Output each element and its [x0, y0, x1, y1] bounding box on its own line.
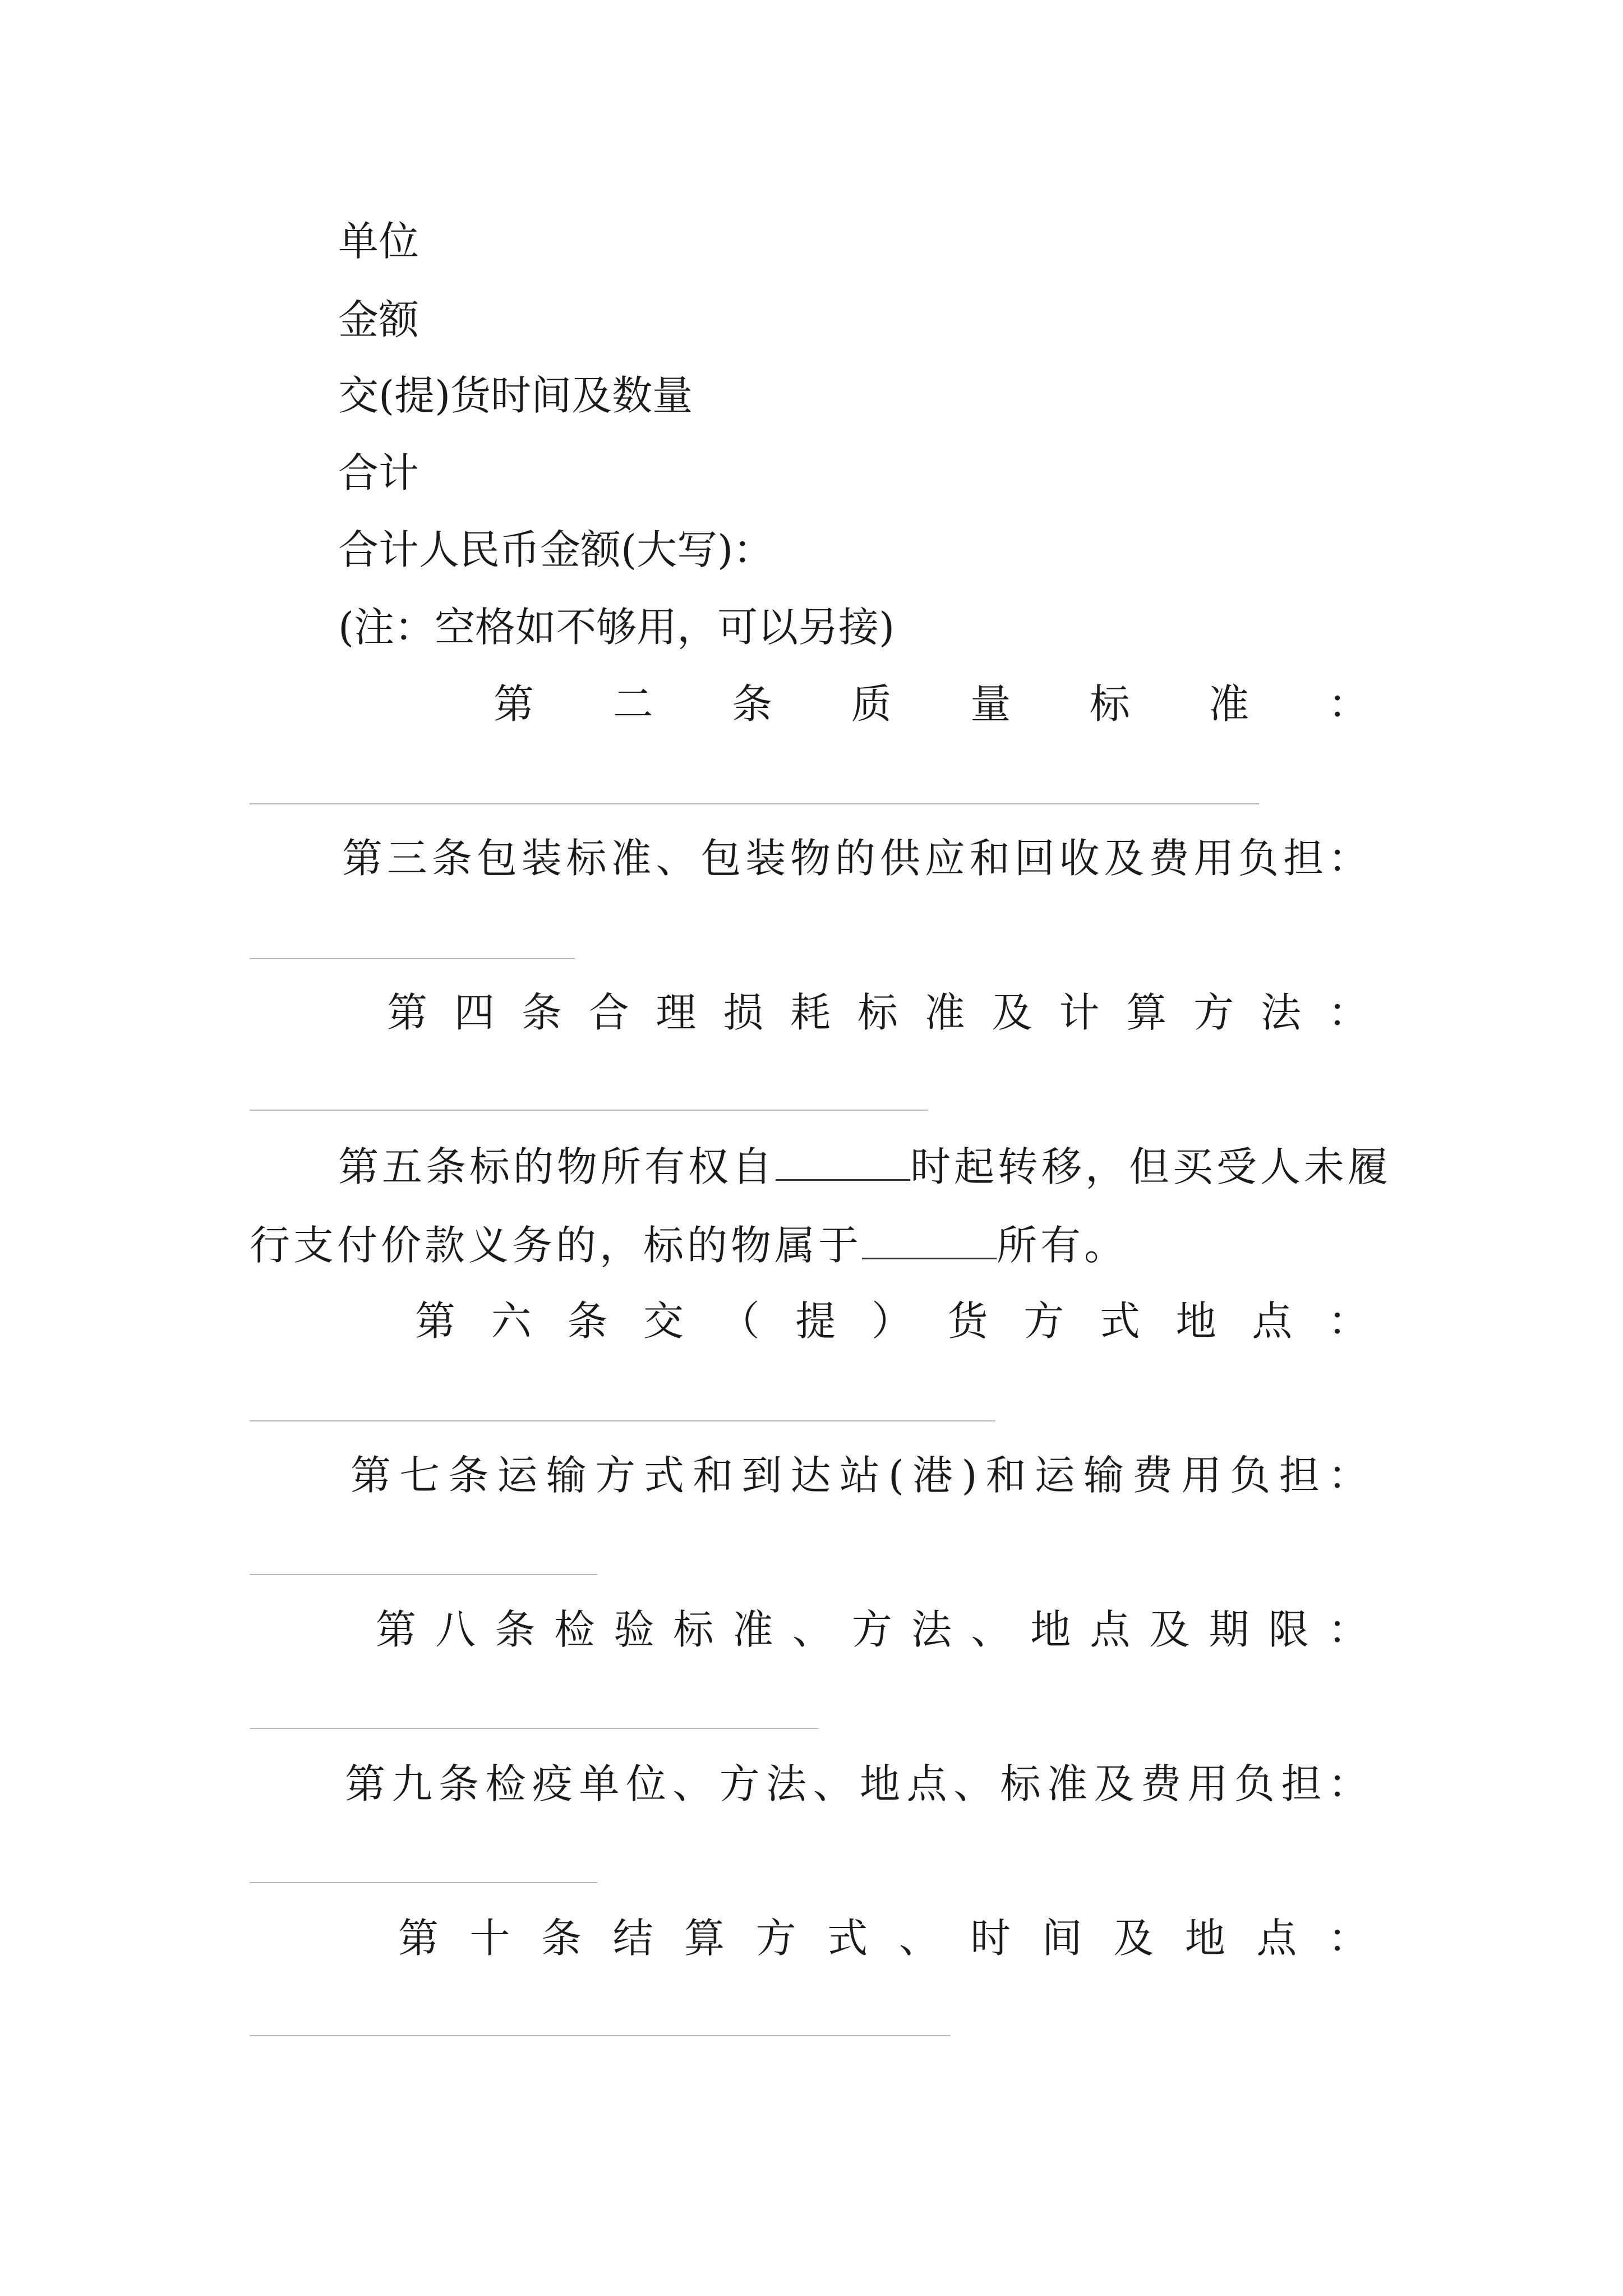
- clause-char: 第: [376, 1606, 417, 1653]
- clause-char: 担: [1283, 835, 1324, 882]
- clause-char: 检: [554, 1606, 595, 1653]
- clause-9-fill-line: [250, 1882, 597, 1883]
- clause-char: 方: [1023, 1297, 1064, 1345]
- clause-char: 条: [732, 680, 773, 728]
- clause-char: 收: [1059, 835, 1100, 882]
- clause-char: 条: [541, 1915, 582, 1962]
- clause-char: 、: [813, 1760, 854, 1807]
- clause-char: ：: [1327, 835, 1368, 882]
- clause-9-quarantine: [345, 1756, 1368, 1812]
- clause-char: 位: [625, 1760, 666, 1807]
- clause-5-line-1: [338, 1139, 1391, 1195]
- clause-char: 港: [912, 1452, 953, 1499]
- clause-char: ：: [1327, 989, 1368, 1036]
- clause-char: (: [888, 1452, 904, 1499]
- clause-char: 标: [566, 835, 607, 882]
- clause-char: 耗: [790, 989, 831, 1036]
- clause-char: 准: [1209, 680, 1249, 728]
- clause-char: 地: [1030, 1606, 1071, 1653]
- clause-char: 包: [700, 835, 741, 882]
- clause-char: 及: [1094, 1760, 1135, 1807]
- clause-char: 验: [614, 1606, 654, 1653]
- row-delivery-time-quantity: 交(提)货时间及数量: [338, 372, 693, 419]
- clause-char: 地: [860, 1760, 901, 1807]
- clause-char: 输: [546, 1452, 587, 1499]
- clause-char: 第: [398, 1915, 439, 1962]
- row-total: 合计: [338, 449, 419, 496]
- row-unit: 单位: [338, 218, 419, 265]
- clause-char: 第: [351, 1452, 391, 1499]
- clause-char: 装: [745, 835, 786, 882]
- clause-char: 第: [342, 835, 383, 882]
- clause-char: 负: [1230, 1452, 1271, 1499]
- clause-char: 方: [1193, 989, 1234, 1036]
- clause-char: 结: [612, 1915, 653, 1962]
- clause-char: 装: [521, 835, 562, 882]
- clause-char: 四: [454, 989, 495, 1036]
- clause-char: 九: [391, 1760, 432, 1807]
- clause-char: 条: [438, 1760, 479, 1807]
- clause-char: 方: [755, 1915, 796, 1962]
- clause-char: 准: [732, 1606, 773, 1653]
- clause-char: 条: [521, 989, 562, 1036]
- clause-char: 标: [1089, 680, 1130, 728]
- clause-char: 提: [795, 1297, 836, 1345]
- clause-char: 用: [1187, 1760, 1228, 1807]
- clause-char: 合: [588, 989, 629, 1036]
- clause-char: 标: [1000, 1760, 1041, 1807]
- clause-6-fill-line: [250, 1420, 995, 1421]
- clause-char: 条: [495, 1606, 536, 1653]
- clause-3-fill-line: [250, 958, 575, 959]
- clause-char: 方: [594, 1452, 635, 1499]
- clause-5-text-d: 所有。: [997, 1222, 1128, 1269]
- clause-char: ：: [1327, 680, 1368, 728]
- clause-char: 损: [723, 989, 764, 1036]
- clause-char: 二: [612, 680, 653, 728]
- clause-char: 准: [611, 835, 652, 882]
- clause-char: 到: [741, 1452, 782, 1499]
- clause-5-text-c: 行支付价款义务的，标的物属于: [250, 1222, 863, 1269]
- clause-char: 、: [898, 1915, 939, 1962]
- clause-char: 三: [386, 835, 427, 882]
- clause-char: 、: [656, 835, 697, 882]
- clause-char: 标: [673, 1606, 714, 1653]
- clause-char: 间: [1041, 1915, 1082, 1962]
- clause-char: 第: [415, 1297, 456, 1345]
- clause-char: 货: [947, 1297, 988, 1345]
- clause-char: ：: [1327, 1760, 1368, 1807]
- clause-char: 费: [1149, 835, 1189, 882]
- clause-char: 费: [1140, 1760, 1181, 1807]
- clause-4-fill-line: [250, 1110, 928, 1111]
- clause-char: 用: [1193, 835, 1234, 882]
- clause-char: 单: [579, 1760, 620, 1807]
- clause-char: 应: [924, 835, 965, 882]
- clause-char: 六: [491, 1297, 532, 1345]
- row-note: (注：空格如不够用，可以另接): [338, 604, 895, 651]
- clause-char: 输: [1083, 1452, 1124, 1499]
- clause-char: 回: [1014, 835, 1055, 882]
- clause-char: 、: [953, 1760, 994, 1807]
- clause-3-packaging: [342, 830, 1368, 886]
- clause-char: 质: [851, 680, 892, 728]
- clause-char: 理: [656, 989, 697, 1036]
- clause-char: 限: [1268, 1606, 1309, 1653]
- clause-char: 法: [911, 1606, 952, 1653]
- clause-char: 用: [1181, 1452, 1222, 1499]
- clause-5-text-b: 时起转移，但买受人未履: [910, 1143, 1392, 1190]
- clause-char: 计: [1059, 989, 1100, 1036]
- clause-2-fill-line: [250, 803, 1259, 804]
- clause-10-fill-line: [250, 2035, 951, 2036]
- clause-char: 供: [879, 835, 920, 882]
- clause-char: 方: [851, 1606, 892, 1653]
- clause-char: 八: [435, 1606, 476, 1653]
- clause-char: 式: [827, 1915, 868, 1962]
- clause-char: 准: [1047, 1760, 1088, 1807]
- clause-char: 时: [970, 1915, 1011, 1962]
- clause-char: ：: [1327, 1452, 1368, 1499]
- clause-char: 地: [1175, 1297, 1216, 1345]
- clause-char: 、: [971, 1606, 1012, 1653]
- clause-char: 期: [1209, 1606, 1249, 1653]
- clause-char: 第: [345, 1760, 386, 1807]
- clause-char: 式: [644, 1452, 685, 1499]
- owner-blank[interactable]: [862, 1218, 997, 1259]
- clause-4-loss-standard: [387, 984, 1368, 1041]
- clause-char: 标: [857, 989, 898, 1036]
- clause-char: 点: [1090, 1606, 1131, 1653]
- clause-char: 的: [834, 835, 875, 882]
- clause-char: 及: [1113, 1915, 1154, 1962]
- clause-char: 交: [643, 1297, 684, 1345]
- clause-char: ：: [1327, 1297, 1368, 1345]
- clause-2-quality-standard: [494, 676, 1368, 732]
- clause-char: ：: [1327, 1606, 1368, 1653]
- clause-char: 准: [924, 989, 965, 1036]
- clause-char: 条: [448, 1452, 489, 1499]
- clause-char: 地: [1184, 1915, 1225, 1962]
- clause-char: 运: [497, 1452, 538, 1499]
- clause-char: 及: [1104, 835, 1145, 882]
- clause-char: 担: [1281, 1760, 1322, 1807]
- clause-char: 量: [970, 680, 1011, 728]
- clause-char: 十: [469, 1915, 510, 1962]
- clause-6-delivery-method: [415, 1293, 1368, 1349]
- clause-char: 点: [906, 1760, 947, 1807]
- row-amount: 金额: [338, 296, 419, 343]
- clause-7-transport: [351, 1447, 1368, 1503]
- clause-char: ): [961, 1452, 978, 1499]
- clause-char: ：: [1327, 1915, 1368, 1962]
- clause-char: 算: [684, 1915, 725, 1962]
- clause-char: 负: [1238, 835, 1279, 882]
- clause-char: 法: [1260, 989, 1301, 1036]
- clause-char: 第: [387, 989, 428, 1036]
- clause-8-inspection: [376, 1602, 1368, 1658]
- clause-char: 及: [992, 989, 1032, 1036]
- clause-char: 物: [790, 835, 831, 882]
- clause-char: 达: [790, 1452, 831, 1499]
- clause-char: 和: [969, 835, 1010, 882]
- clause-10-settlement: [398, 1910, 1368, 1966]
- clause-char: 运: [1034, 1452, 1075, 1499]
- clause-char: 法: [766, 1760, 807, 1807]
- clause-char: 条: [567, 1297, 608, 1345]
- clause-char: 、: [672, 1760, 713, 1807]
- clause-char: 站: [839, 1452, 880, 1499]
- clause-char: 和: [693, 1452, 734, 1499]
- clause-char: 点: [1256, 1915, 1297, 1962]
- row-total-rmb-amount: 合计人民币金额(大写)：: [338, 526, 774, 573]
- clause-char: 方: [719, 1760, 760, 1807]
- clause-char: 及: [1149, 1606, 1190, 1653]
- clause-char: 第: [494, 680, 534, 728]
- clause-char: 包: [476, 835, 517, 882]
- ownership-transfer-blank[interactable]: [776, 1140, 910, 1181]
- clause-char: 式: [1099, 1297, 1140, 1345]
- clause-char: 疫: [532, 1760, 573, 1807]
- clause-char: 、: [792, 1606, 833, 1653]
- clause-char: （: [719, 1297, 760, 1345]
- clause-5-line-2: [250, 1217, 1128, 1273]
- clause-char: 和: [985, 1452, 1026, 1499]
- clause-char: 费: [1132, 1452, 1173, 1499]
- clause-char: 担: [1279, 1452, 1320, 1499]
- clause-char: 条: [431, 835, 472, 882]
- clause-char: 点: [1252, 1297, 1293, 1345]
- clause-char: 检: [485, 1760, 526, 1807]
- clause-7-fill-line: [250, 1574, 597, 1575]
- clause-char: ）: [871, 1297, 912, 1345]
- clause-char: 七: [399, 1452, 440, 1499]
- clause-5-text-a: 第五条标的物所有权自: [338, 1143, 776, 1190]
- clause-8-fill-line: [250, 1728, 819, 1729]
- clause-char: 负: [1234, 1760, 1275, 1807]
- clause-char: 算: [1126, 989, 1167, 1036]
